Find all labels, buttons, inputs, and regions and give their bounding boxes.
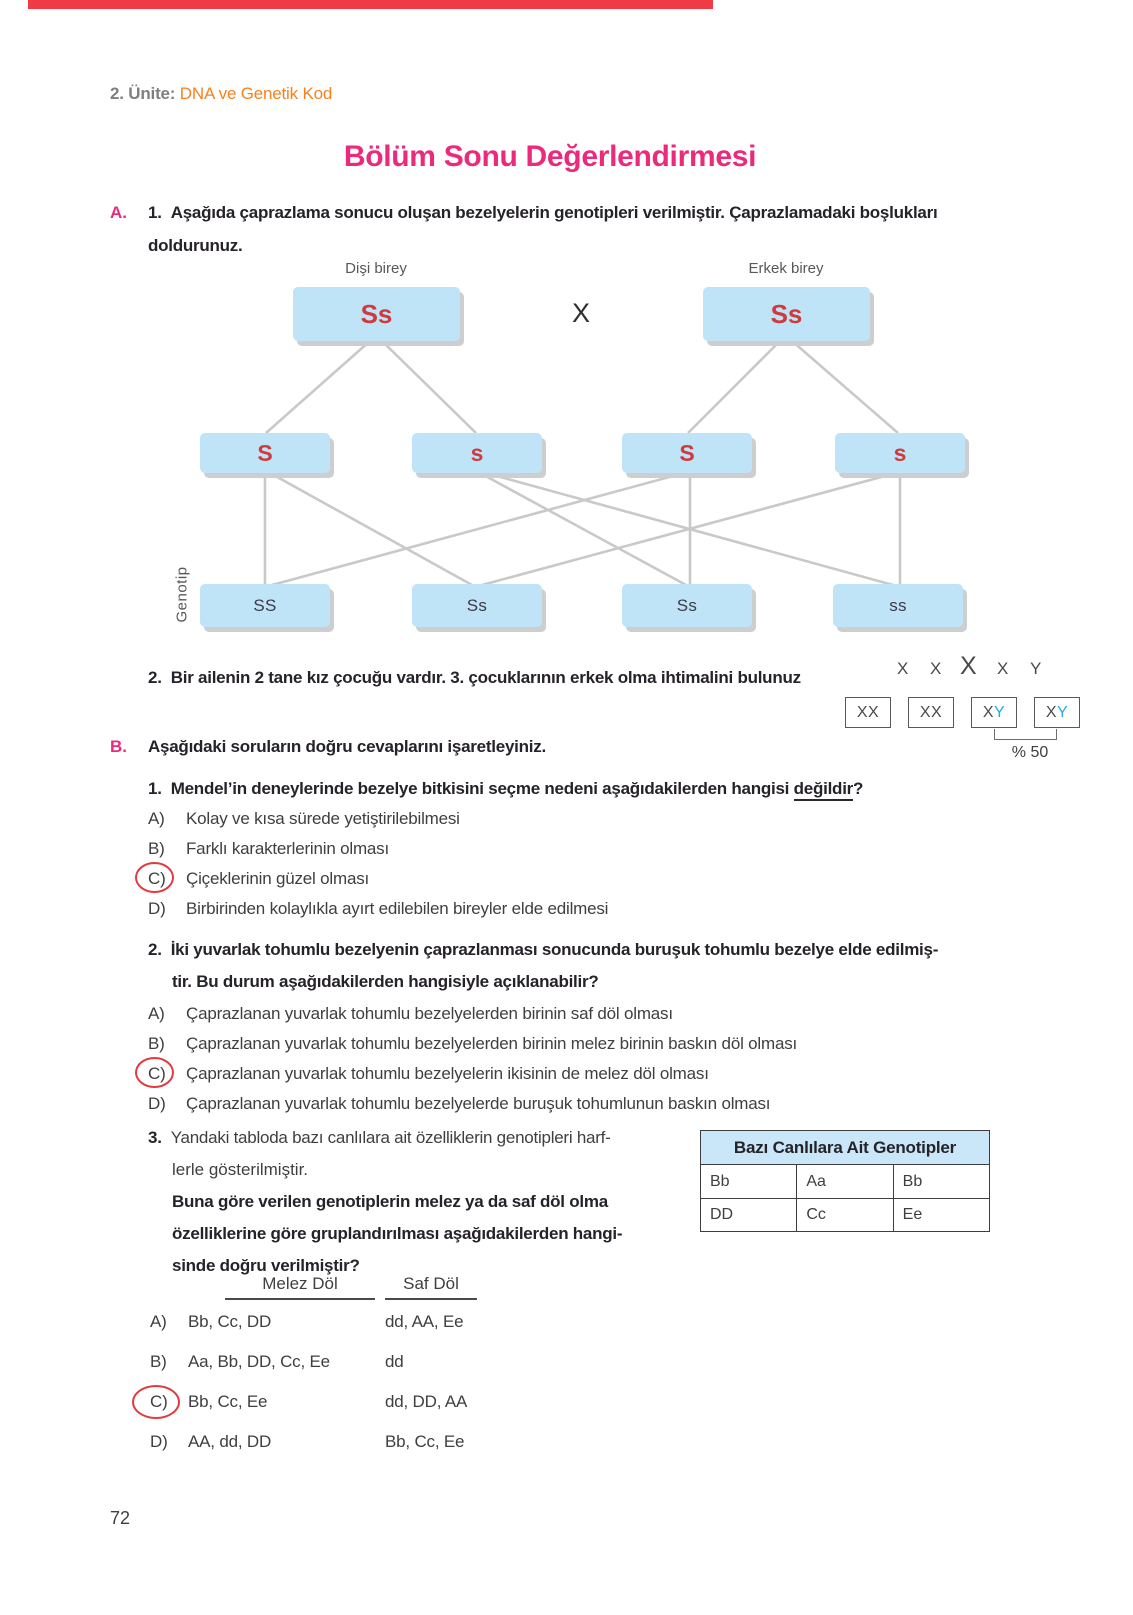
combo-box-3: X Y [971, 697, 1017, 728]
b-q1-answer-circle [135, 862, 174, 893]
a-q1-number: 1. [148, 203, 162, 222]
b-q3-option-a: A) Bb, Cc, DD dd, AA, Ee [150, 1312, 464, 1331]
b-q2-answer-circle [135, 1057, 174, 1088]
saf-dol-underline [385, 1298, 477, 1300]
unit-title: DNA ve Genetik Kod [179, 84, 333, 103]
female-parent-box [293, 287, 460, 341]
female-parent-label: Dişi birey [345, 260, 407, 277]
b-q1-option-c: C) Çiçeklerinin güzel olması [148, 869, 370, 888]
a-q2-number: 2. [148, 668, 162, 687]
b-q3-bold-line2: özelliklerine göre gruplandırılması aşağıdakilerden hangi- [172, 1224, 623, 1243]
b-q2-stem-line1: 2. İki yuvarlak tohumlu bezelyenin çaprazlanması sonucunda buruşuk tohumlu bezelye elde edilmiş- [148, 940, 939, 959]
b-q3-intro-line1: 3. Yandaki tabloda bazı canlılara ait özelliklerin genotipleri harf- [148, 1128, 611, 1147]
b-q1-option-d: D) Birbirinden kolaylıkla ayırt edilebilen bireyler elde edilmesi [148, 899, 609, 918]
b-q2-option-c: C) Çaprazlanan yuvarlak tohumlu bezelyelerin ikisinin de melez döl olması [148, 1064, 709, 1083]
b-q3-number: 3. [148, 1128, 162, 1147]
probability-value: % 50 [1011, 744, 1049, 761]
male-parent-box [703, 287, 870, 341]
b-q2-option-b: B) Çaprazlanan yuvarlak tohumlu bezelyelerden birinin melez birinin baskın döl olması [148, 1034, 798, 1053]
top-accent-bar [28, 0, 713, 9]
page-number: 72 [110, 1508, 131, 1528]
b-q3-option-b: B) Aa, Bb, DD, Cc, Ee dd [150, 1352, 404, 1371]
offspring-box-4: ss [833, 584, 963, 627]
saf-dol-header: Saf Döl [403, 1274, 459, 1293]
b-q2-option-a: A) Çaprazlanan yuvarlak tohumlu bezelyelerden birinin saf döl olması [148, 1004, 673, 1023]
gamete-box-3: S [622, 433, 752, 473]
genotype-table [700, 1130, 990, 1232]
b-q1-underlined-word: değildir [794, 779, 853, 801]
b-q3-option-c: C) Bb, Cc, Ee dd, DD, AA [150, 1392, 468, 1411]
chromosome-x4: X [997, 659, 1009, 678]
chromosome-x1: X [897, 659, 909, 678]
genotype-table-header: Bazı Canlılara Ait Genotipler [701, 1131, 989, 1165]
b-q3-answer-circle [132, 1385, 180, 1419]
b-q2-stem-line2: tir. Bu durum aşağıdakilerden hangisiyle açıklanabilir? [172, 972, 599, 991]
page-title: Bölüm Sonu Değerlendirmesi [343, 140, 757, 173]
chromosome-y: Y [1030, 659, 1042, 678]
combo-box-1: X X [845, 697, 891, 728]
offspring-box-3: Ss [622, 584, 752, 627]
male-parent-genotype: Ss [770, 298, 803, 329]
b-q3-bold-line3: sinde doğru verilmiştir? [172, 1256, 360, 1275]
b-q3-bold-line1: Buna göre verilen genotiplerin melez ya da saf döl olma [172, 1192, 608, 1211]
chromosome-x3: X [960, 652, 977, 680]
b-q1-option-a: A) Kolay ve kısa sürede yetiştirilebilmesi [148, 809, 460, 828]
probability-bracket [994, 729, 1057, 740]
gamete-box-4: s [835, 433, 965, 473]
b-q2-number: 2. [148, 940, 162, 959]
genotype-table-row-2: DD Cc Ee [701, 1198, 989, 1231]
unit-number-label: 2. Ünite: [110, 84, 176, 103]
cross-symbol: X [572, 298, 591, 328]
chromosome-x2: X [930, 659, 942, 678]
female-parent-genotype: Ss [360, 298, 393, 329]
section-a-label: A. [110, 203, 127, 222]
section-b-label: B. [110, 737, 127, 756]
melez-dol-underline [225, 1298, 375, 1300]
offspring-box-1: SS [200, 584, 330, 627]
section-b-intro: Aşağıdaki soruların doğru cevaplarını işaretleyiniz. [148, 737, 546, 756]
a-q1-stem-line1: 1. Aşağıda çaprazlama sonucu oluşan bezelyelerin genotipleri verilmiştir. Çaprazlamadaki boşlukları [148, 203, 938, 222]
b-q1-stem: 1. Mendel’in deneylerinde bezelye bitkisini seçme nedeni aşağıdakilerden hangisi değildir? [148, 779, 863, 799]
unit-header [110, 84, 332, 104]
combo-box-2: X X [908, 697, 954, 728]
b-q3-intro-line2: lerle gösterilmiştir. [172, 1160, 309, 1179]
combo-box-4: X Y [1034, 697, 1080, 728]
b-q3-option-d: D) AA, dd, DD Bb, Cc, Ee [150, 1432, 465, 1451]
b-q1-option-b: B) Farklı karakterlerinin olması [148, 839, 389, 858]
gamete-box-2: s [412, 433, 542, 473]
b-q2-option-d: D) Çaprazlanan yuvarlak tohumlu bezelyelerde buruşuk tohumlunun baskın olması [148, 1094, 771, 1113]
a-q1-stem-line2: doldurunuz. [148, 236, 243, 255]
b-q1-number: 1. [148, 779, 162, 798]
gamete-box-1: S [200, 433, 330, 473]
genotype-table-row-1: Bb Aa Bb [701, 1165, 989, 1198]
a-q2-stem: 2. Bir ailenin 2 tane kız çocuğu vardır. 3. çocuklarının erkek olma ihtimalini bulunuz [148, 668, 801, 687]
male-parent-label: Erkek birey [748, 260, 824, 277]
melez-dol-header: Melez Döl [262, 1274, 338, 1293]
genotype-axis-label: Genotip [173, 566, 191, 623]
offspring-box-2: Ss [412, 584, 542, 627]
